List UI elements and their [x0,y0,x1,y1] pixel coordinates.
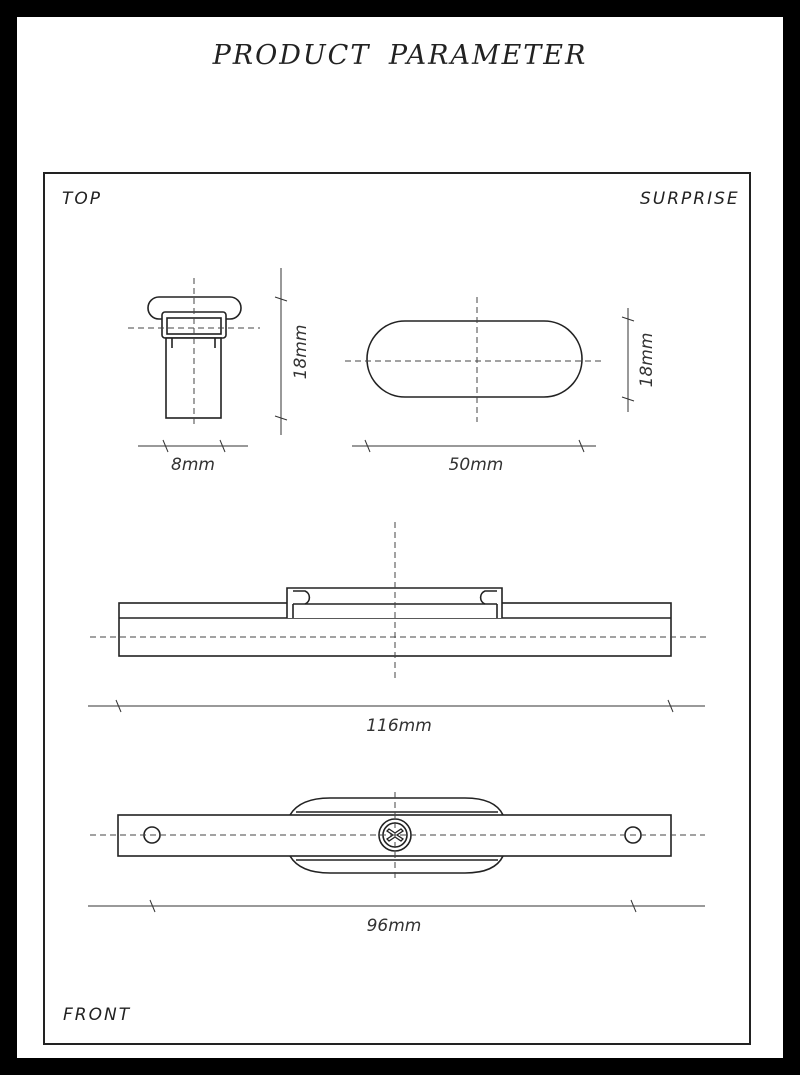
dim-hole-spacing: 96mm [366,916,422,936]
top-view-oval [367,321,582,397]
dim-side-width: 8mm [171,455,215,475]
label-surprise: SURPRISE [640,189,740,209]
label-top: TOP [62,189,103,209]
label-front: FRONT [63,1005,132,1025]
dim-side-height: 18mm [291,324,311,380]
dim-front-length: 116mm [366,716,432,736]
page-title: PRODUCT PARAMETER [212,40,588,71]
dim-top-height: 18mm [637,332,657,388]
dim-top-length: 50mm [448,455,504,475]
